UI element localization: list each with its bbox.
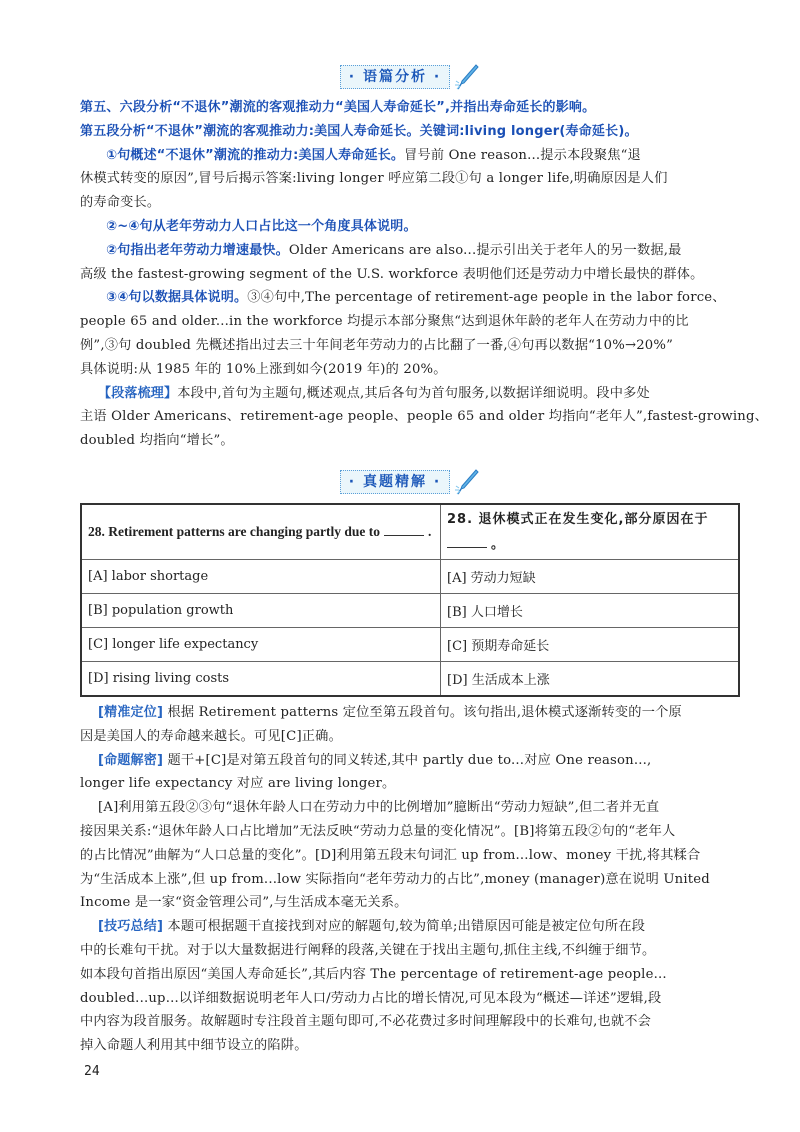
option-en: [C] longer life expectancy xyxy=(81,627,441,661)
option-row xyxy=(81,627,739,661)
body-text: 根据 Retirement patterns 定位至第五段首句。该句指出,退休模式逐渐转变的一个原 xyxy=(167,704,682,720)
paragraph-line: doubled...up...以详细数据说明老年人口/劳动力占比的增长情况,可见本段为“概述—详述”逻辑,段 xyxy=(80,990,662,1006)
paragraph-line: 具体说明:从 1985 年的 10%上涨到如今(2019 年)的 20%。 xyxy=(80,361,447,377)
option-en: [A] labor shortage xyxy=(81,559,441,593)
pen-icon xyxy=(454,63,480,91)
paragraph-line xyxy=(80,749,740,773)
paragraph-summary-label: 【段落梳理】 xyxy=(98,385,178,401)
paragraph-line: 因是美国人的寿命越来越长。可见[C]正确。 xyxy=(80,728,342,744)
option-zh: [D] 生活成本上涨 xyxy=(441,661,740,696)
highlight-text: ③④句以数据具体说明。 xyxy=(106,290,248,306)
body-text: 本题可根据题干直接找到对应的解题句,较为简单;出错原因可能是被定位句所在段 xyxy=(167,919,646,935)
answer-blank xyxy=(447,535,487,548)
question-stem-zh xyxy=(441,504,740,560)
option-row xyxy=(81,593,739,627)
paragraph-line: 为“生活成本上涨”,但 up from...low 实际指向“老年劳动力的占比”,money (manager)意在说明 United xyxy=(80,871,710,887)
stem-text: 28. 退休模式正在发生变化,部分原因在于 xyxy=(447,511,709,527)
paragraph-line xyxy=(80,286,740,310)
locate-label: [精准定位] xyxy=(98,704,164,720)
paragraph-line: 中内容为段首服务。故解题时专注段首主题句即可,不必花费过多时间理解段中的长难句,也就不会 xyxy=(80,1014,652,1030)
page-number: 24 xyxy=(84,1063,100,1079)
paragraph-line: 主语 Older Americans、retirement-age people、people 65 and older 均指向“老年人”,fastest-growing、 xyxy=(80,409,768,425)
body-text: ③④句中,The percentage of retirement-age people in the labor force、 xyxy=(247,290,726,306)
paragraph-line xyxy=(80,701,740,725)
body-text: 本段中,首句为主题句,概述观点,其后各句为首句服务,以数据详细说明。段中多处 xyxy=(177,385,650,401)
paragraph-line: longer life expectancy 对应 are living longer。 xyxy=(80,776,396,792)
decode-label: [命题解密] xyxy=(98,752,164,768)
highlight-text: ①句概述“不退休”潮流的推动力:美国人寿命延长。 xyxy=(106,147,405,163)
paragraph-line xyxy=(80,239,740,263)
question-table xyxy=(80,503,740,697)
answer-blank xyxy=(384,523,424,536)
section-badge: · 语篇分析 · xyxy=(340,65,450,89)
paragraph-line: 如本段句首指出原因“美国人寿命延长”,其后内容 The percentage of retirement-age people... xyxy=(80,966,667,982)
option-row xyxy=(81,559,739,593)
question-stem-en xyxy=(81,504,441,560)
stem-punct: 。 xyxy=(491,536,506,552)
paragraph-line: people 65 and older...in the workforce 均提示本部分聚焦“达到退休年龄的老年人在劳动力中的比 xyxy=(80,314,689,330)
paragraph-line: 的占比情况”曲解为“人口总量的变化”。[D]利用第五段末句词汇 up from...low、money 干扰,将其糅合 xyxy=(80,847,701,863)
section-header-exam-explanation xyxy=(80,467,740,497)
paragraph-line: [A]利用第五段②③句“退休年龄人口在劳动力中的比例增加”臆断出“劳动力短缺”,但二者并无直 xyxy=(98,800,660,816)
body-text: 题干+[C]是对第五段首句的同义转述,其中 partly due to...对应 One reason..., xyxy=(167,752,652,768)
paragraph-line: 休模式转变的原因”,冒号后揭示答案:living longer 呼应第二段①句 a longer life,明确原因是人们 xyxy=(80,171,668,187)
option-row xyxy=(81,661,739,696)
stem-text: 28. Retirement patterns are changing partly due to xyxy=(88,524,380,540)
paragraph-line xyxy=(80,915,740,939)
tips-label: [技巧总结] xyxy=(98,919,164,935)
option-zh: [B] 人口增长 xyxy=(441,593,740,627)
paragraph-line xyxy=(80,215,740,239)
paragraph-line: Income 是一家“资金管理公司”,与生活成本毫无关系。 xyxy=(80,895,408,911)
explanation-block xyxy=(80,701,740,1058)
question-stem-row xyxy=(81,504,739,560)
paragraph-line: 例”,③句 doubled 先概述指出过去三十年间老年劳动力的占比翻了一番,④句再以数据“10%→20%” xyxy=(80,337,674,353)
paragraph-line: 中的长难句干扰。对于以大量数据进行阐释的段落,关键在于找出主题句,抓住主线,不纠缠于细节。 xyxy=(80,942,656,958)
option-zh: [A] 劳动力短缺 xyxy=(441,559,740,593)
section-badge: · 真题精解 · xyxy=(340,470,450,494)
summary-line: 第五、六段分析“不退休”潮流的客观推动力“美国人寿命延长”,并指出寿命延长的影响。 xyxy=(80,100,596,115)
paragraph-line: 高级 the fastest-growing segment of the U.S. workforce 表明他们还是劳动力中增长最快的群体。 xyxy=(80,266,704,282)
paragraph-line: 接因果关系:“退休年龄人口占比增加”无法反映“劳动力总量的变化情况”。[B]将第五段②句的“老年人 xyxy=(80,823,676,839)
paragraph-line xyxy=(80,382,740,406)
highlight-text: ②句指出老年劳动力增速最快。 xyxy=(106,242,289,258)
summary-line: 第五段分析“不退休”潮流的客观推动力:美国人寿命延长。关键词:living longer(寿命延长)。 xyxy=(80,123,638,139)
paragraph-line: 掉入命题人利用其中细节设立的陷阱。 xyxy=(80,1038,308,1054)
option-en: [B] population growth xyxy=(81,593,441,627)
section-header-text-analysis xyxy=(80,62,740,92)
body-text: 冒号前 One reason...提示本段聚焦“退 xyxy=(404,147,641,163)
pen-icon xyxy=(454,468,480,496)
option-en: [D] rising living costs xyxy=(81,661,441,696)
paragraph-line xyxy=(80,144,740,168)
stem-punct: . xyxy=(427,524,432,540)
body-text: Older Americans are also...提示引出关于老年人的另一数据,最 xyxy=(288,242,682,258)
paragraph-line: doubled 均指向“增长”。 xyxy=(80,433,234,449)
analysis-block xyxy=(80,96,768,453)
option-zh: [C] 预期寿命延长 xyxy=(441,627,740,661)
paragraph-line: 的寿命变长。 xyxy=(80,195,161,211)
page xyxy=(80,0,768,1079)
highlight-text: ②~④句从老年劳动力人口占比这一个角度具体说明。 xyxy=(106,218,417,234)
